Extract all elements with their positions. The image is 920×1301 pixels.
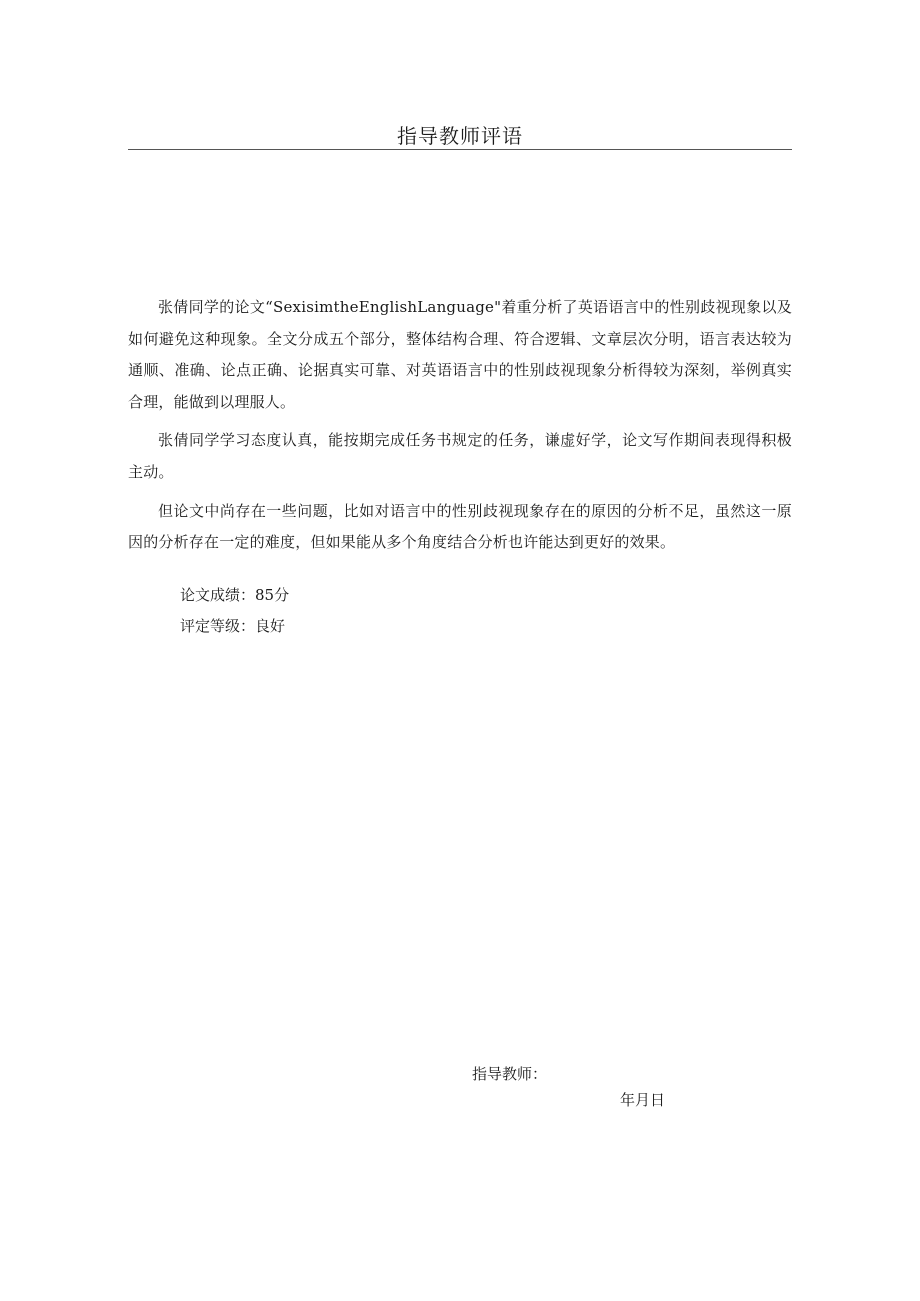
title-underline bbox=[128, 149, 792, 150]
comment-body bbox=[128, 292, 792, 559]
comment-paragraph-3: 但论文中尚存在一些问题，比如对语言中的性别歧视现象存在的原因的分析不足，虽然这一原因的分析存在一定的难度，但如果能从多个角度结合分析也许能达到更好的效果。 bbox=[128, 501, 792, 552]
thesis-score: 论文成绩：85分 bbox=[180, 586, 290, 604]
comment-paragraph-2: 张倩同学学习态度认真，能按期完成任务书规定的任务，谦虚好学，论文写作期间表现得积极主动。 bbox=[128, 431, 792, 481]
evaluation-level: 评定等级：良好 bbox=[180, 617, 286, 635]
signature-date: 年月日 bbox=[620, 1091, 666, 1109]
advisor-signature-label: 指导教师： bbox=[472, 1065, 548, 1083]
page-title: 指导教师评语 bbox=[397, 124, 523, 148]
comment-paragraph-1: 张倩同学的论文“SexisimtheEnglishLanguage"着重分析了英语语言中的性别歧视现象以及如何避免这种现象。全文分成五个部分，整体结构合理、符合逻辑、文章层次分明，语言表达较为通顺、准确、论点正确、论据真实可靠、对英语语言中的性别歧视现象分析得较为深刻，举例真实合理，能做到以理服人。 bbox=[128, 298, 792, 411]
grade-block bbox=[180, 580, 289, 642]
